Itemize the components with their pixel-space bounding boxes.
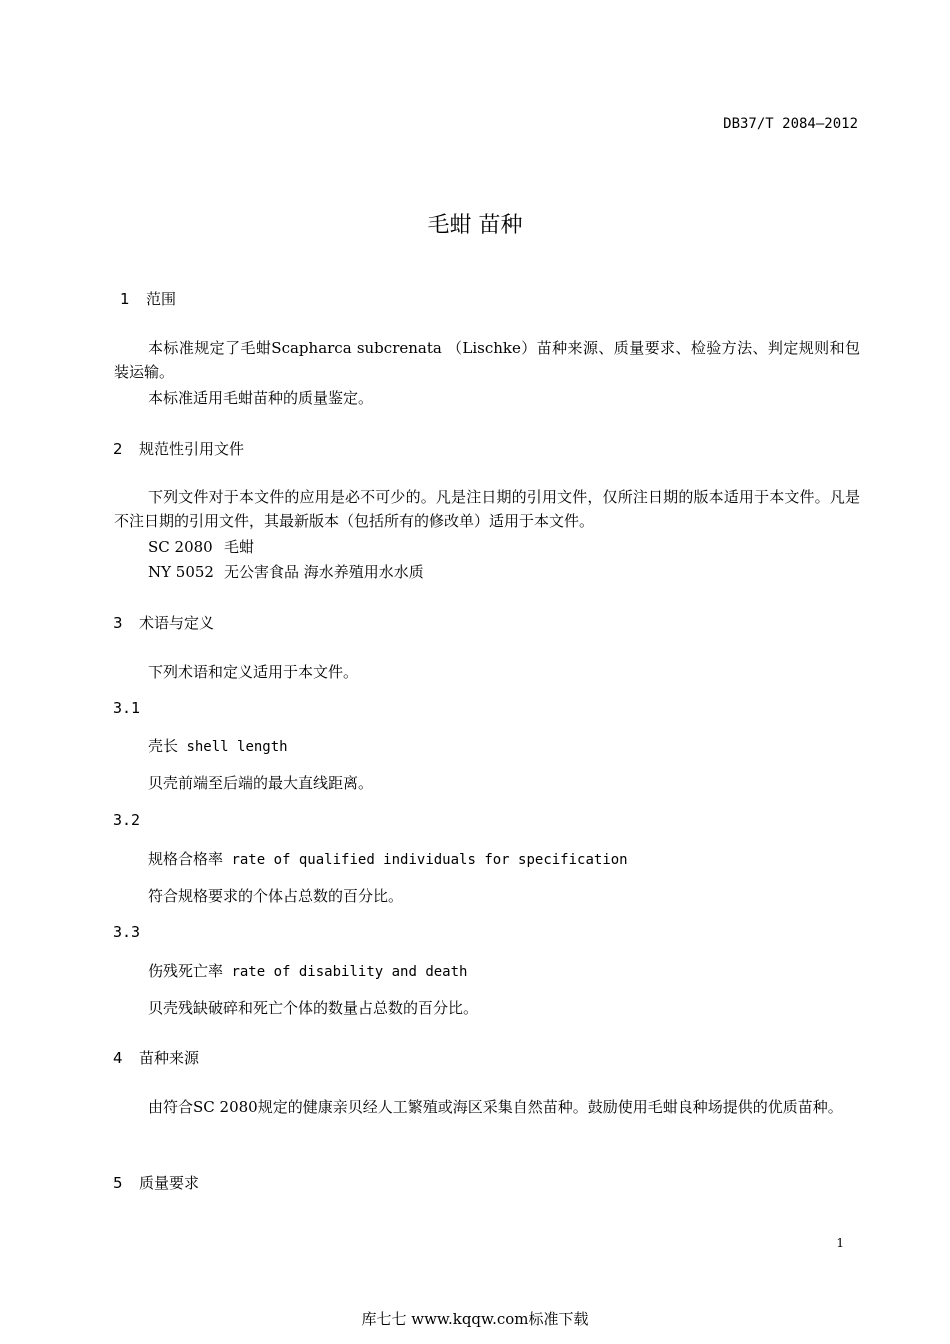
reference-code: NY 5052 xyxy=(148,563,214,581)
term-english: rate of qualified individuals for specification xyxy=(231,852,628,868)
section-number: 4 xyxy=(113,1049,123,1067)
section-title: 苗种来源 xyxy=(139,1049,200,1067)
term-chinese: 规格合格率 xyxy=(148,850,224,868)
term-chinese: 伤残死亡率 xyxy=(148,962,224,980)
section-2-heading xyxy=(113,438,244,459)
section-4-heading xyxy=(113,1047,199,1068)
section-3-intro: 下列术语和定义适用于本文件。 xyxy=(148,663,359,681)
term-heading xyxy=(148,735,288,756)
term-heading xyxy=(148,960,467,981)
reference-item xyxy=(148,536,254,557)
section-title: 规范性引用文件 xyxy=(139,440,245,458)
section-title: 范围 xyxy=(146,290,177,308)
reference-name: 毛蚶 xyxy=(224,538,255,556)
section-title: 术语与定义 xyxy=(139,614,215,632)
term-definition: 贝壳前端至后端的最大直线距离。 xyxy=(148,774,374,792)
section-title: 质量要求 xyxy=(139,1174,200,1192)
section-4-paragraph: 由符合SC 2080规定的健康亲贝经人工繁殖或海区采集自然苗种。鼓励使用毛蚶良种场提供的优质苗种。 xyxy=(148,1098,843,1116)
term-definition: 符合规格要求的个体占总数的百分比。 xyxy=(148,887,404,905)
reference-item xyxy=(148,561,424,582)
term-number: 3.2 xyxy=(113,811,141,829)
section-3-heading xyxy=(113,612,214,633)
section-number: 3 xyxy=(113,614,123,632)
section-1-paragraph: 本标准适用毛蚶苗种的质量鉴定。 xyxy=(148,389,374,407)
section-number: 1 xyxy=(120,290,130,308)
section-1-heading xyxy=(120,288,176,309)
page-number: 1 xyxy=(836,1236,844,1250)
section-5-heading xyxy=(113,1172,199,1193)
term-number: 3.3 xyxy=(113,923,141,941)
term-english: rate of disability and death xyxy=(231,964,468,980)
page-title: 毛蚶 苗种 xyxy=(427,213,523,238)
reference-code: SC 2080 xyxy=(148,538,213,556)
term-english: shell length xyxy=(186,739,288,755)
section-1-paragraph: 本标准规定了毛蚶Scapharca subcrenata （Lischke）苗种来源、质量要求、检验方法、判定规则和包装运输。 xyxy=(114,339,860,381)
term-heading xyxy=(148,848,628,869)
reference-name: 无公害食品 海水养殖用水水质 xyxy=(224,563,424,581)
section-2-paragraph: 下列文件对于本文件的应用是必不可少的。凡是注日期的引用文件，仅所注日期的版本适用于本文件。凡是不注日期的引用文件，其最新版本（包括所有的修改单）适用于本文件。 xyxy=(114,488,860,530)
document-code: DB37/T 2084—2012 xyxy=(723,116,858,132)
term-definition: 贝壳残缺破碎和死亡个体的数量占总数的百分比。 xyxy=(148,999,479,1017)
section-number: 5 xyxy=(113,1174,123,1192)
section-number: 2 xyxy=(113,440,123,458)
footer-watermark: 库七七 www.kqqw.com标准下载 xyxy=(361,1310,589,1328)
term-number: 3.1 xyxy=(113,699,141,717)
term-chinese: 壳长 xyxy=(148,737,179,755)
